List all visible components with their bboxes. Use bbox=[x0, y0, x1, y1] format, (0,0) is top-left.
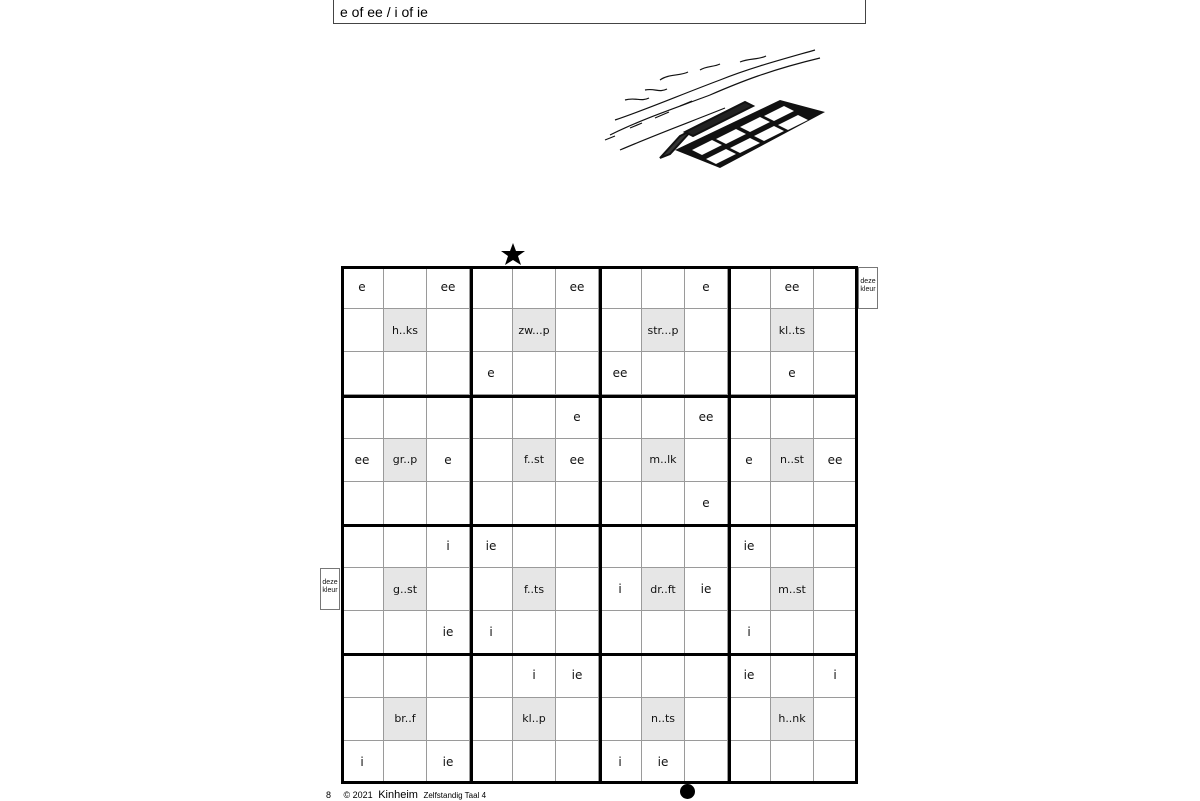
grid-cell[interactable] bbox=[599, 611, 642, 654]
grid-cell[interactable] bbox=[685, 525, 728, 568]
grid-cell[interactable] bbox=[814, 352, 857, 395]
word-cell[interactable]: n..ts bbox=[642, 698, 685, 741]
grid-cell[interactable] bbox=[341, 525, 384, 568]
grid-cell[interactable] bbox=[685, 352, 728, 395]
grid-cell[interactable] bbox=[556, 611, 599, 654]
grid-cell[interactable]: i bbox=[427, 525, 470, 568]
grid-cell[interactable]: e bbox=[427, 439, 470, 482]
grid-cell[interactable] bbox=[556, 568, 599, 611]
grid-cell[interactable] bbox=[642, 352, 685, 395]
grid-cell[interactable] bbox=[556, 309, 599, 352]
block-divider-horizontal bbox=[341, 653, 858, 656]
grid-cell[interactable] bbox=[513, 611, 556, 654]
grid-cell[interactable]: ie bbox=[728, 525, 771, 568]
grid-cell[interactable]: ie bbox=[427, 611, 470, 654]
grid-cell[interactable]: ee bbox=[685, 395, 728, 438]
page-number: 8 bbox=[326, 790, 332, 800]
grid-cell[interactable] bbox=[556, 741, 599, 784]
grid-cell[interactable] bbox=[771, 482, 814, 525]
grid-cell[interactable] bbox=[728, 568, 771, 611]
grid-cell[interactable] bbox=[470, 654, 513, 697]
grid-cell[interactable]: ee bbox=[771, 266, 814, 309]
grid-cell[interactable]: ie bbox=[427, 741, 470, 784]
grid-cell[interactable] bbox=[384, 611, 427, 654]
grid-cell[interactable] bbox=[771, 654, 814, 697]
grid-cell[interactable] bbox=[685, 611, 728, 654]
grid-cell[interactable] bbox=[384, 525, 427, 568]
grid-cell[interactable] bbox=[728, 482, 771, 525]
grid-cell[interactable] bbox=[599, 525, 642, 568]
grid-cell[interactable]: ee bbox=[814, 439, 857, 482]
word-cell[interactable]: kl..p bbox=[513, 698, 556, 741]
circle-marker-icon bbox=[680, 784, 695, 799]
grid-cell[interactable] bbox=[513, 352, 556, 395]
grid-cell[interactable] bbox=[341, 698, 384, 741]
grid-cell[interactable] bbox=[470, 439, 513, 482]
grid-cell[interactable] bbox=[470, 741, 513, 784]
grid-cell[interactable]: e bbox=[685, 266, 728, 309]
grid-cell[interactable] bbox=[599, 482, 642, 525]
grid-cell[interactable] bbox=[427, 654, 470, 697]
word-cell[interactable]: zw...p bbox=[513, 309, 556, 352]
grid-cell[interactable] bbox=[427, 352, 470, 395]
grid-cell[interactable] bbox=[599, 266, 642, 309]
grid-cell[interactable] bbox=[685, 654, 728, 697]
grid-cell[interactable] bbox=[384, 654, 427, 697]
grid-cell[interactable] bbox=[513, 266, 556, 309]
grid-cell[interactable] bbox=[384, 482, 427, 525]
grid-cell[interactable] bbox=[728, 309, 771, 352]
word-cell[interactable]: f..ts bbox=[513, 568, 556, 611]
grid-cell[interactable] bbox=[341, 395, 384, 438]
grid-cell[interactable]: i bbox=[814, 654, 857, 697]
grid-cell[interactable] bbox=[771, 611, 814, 654]
grid-cell[interactable] bbox=[814, 395, 857, 438]
grid-cell[interactable] bbox=[427, 482, 470, 525]
grid-cell[interactable]: ie bbox=[728, 654, 771, 697]
grid-cell[interactable] bbox=[814, 741, 857, 784]
word-cell[interactable]: g..st bbox=[384, 568, 427, 611]
grid-cell[interactable] bbox=[384, 352, 427, 395]
grid-cell[interactable] bbox=[685, 439, 728, 482]
grid-cell[interactable]: i bbox=[513, 654, 556, 697]
word-cell[interactable]: kl..ts bbox=[771, 309, 814, 352]
legend-line-1: deze bbox=[322, 579, 338, 586]
grid-cell[interactable] bbox=[556, 352, 599, 395]
word-cell[interactable]: dr..ft bbox=[642, 568, 685, 611]
grid-cell[interactable] bbox=[771, 525, 814, 568]
grid-cell[interactable] bbox=[642, 395, 685, 438]
grid-cell[interactable] bbox=[556, 525, 599, 568]
grid-cell[interactable] bbox=[642, 611, 685, 654]
grid-cell[interactable]: ie bbox=[685, 568, 728, 611]
legend-line-2: kleur bbox=[322, 587, 338, 594]
grid-cell[interactable]: i bbox=[599, 568, 642, 611]
grid-cell[interactable] bbox=[685, 309, 728, 352]
grid-cell[interactable]: e bbox=[728, 439, 771, 482]
grid-cell[interactable] bbox=[685, 741, 728, 784]
grid-cell[interactable]: ie bbox=[556, 654, 599, 697]
grid-cell[interactable] bbox=[470, 266, 513, 309]
grid-cell[interactable] bbox=[814, 309, 857, 352]
grid-cell[interactable] bbox=[728, 266, 771, 309]
grid-cell[interactable]: ee bbox=[341, 439, 384, 482]
page-footer bbox=[326, 789, 486, 801]
grid-cell[interactable] bbox=[599, 698, 642, 741]
grid-cell[interactable] bbox=[642, 266, 685, 309]
grid-cell[interactable] bbox=[814, 266, 857, 309]
grid-cell[interactable] bbox=[642, 654, 685, 697]
star-icon bbox=[500, 242, 526, 268]
grid-cell[interactable] bbox=[814, 698, 857, 741]
word-cell[interactable]: m..st bbox=[771, 568, 814, 611]
grid-cell[interactable]: ee bbox=[556, 439, 599, 482]
grid-cell[interactable]: ee bbox=[556, 266, 599, 309]
grid-cell[interactable] bbox=[341, 568, 384, 611]
grid-cell[interactable]: i bbox=[470, 611, 513, 654]
grid-cell[interactable] bbox=[513, 525, 556, 568]
grid-cell[interactable]: ie bbox=[642, 741, 685, 784]
grid-cell[interactable]: i bbox=[599, 741, 642, 784]
grid-cell[interactable]: e bbox=[470, 352, 513, 395]
grid-cell[interactable] bbox=[427, 568, 470, 611]
worksheet-title: e of ee / i of ie bbox=[340, 4, 428, 20]
publisher-name: Kinheim bbox=[378, 789, 418, 801]
grid-cell[interactable] bbox=[384, 395, 427, 438]
grid-cell[interactable] bbox=[341, 654, 384, 697]
grid-cell[interactable] bbox=[814, 482, 857, 525]
grid-cell[interactable] bbox=[470, 568, 513, 611]
grid-cell[interactable]: e bbox=[341, 266, 384, 309]
series-name: Zelfstandig Taal 4 bbox=[423, 791, 487, 800]
grid-cell[interactable] bbox=[642, 525, 685, 568]
block-divider-horizontal bbox=[341, 524, 858, 527]
word-cell[interactable]: f..st bbox=[513, 439, 556, 482]
grid-cell[interactable] bbox=[556, 698, 599, 741]
grid-cell[interactable] bbox=[771, 395, 814, 438]
grid-cell[interactable] bbox=[814, 611, 857, 654]
grid-cell[interactable] bbox=[599, 654, 642, 697]
grid-cell[interactable] bbox=[470, 698, 513, 741]
grid-cell[interactable]: ee bbox=[599, 352, 642, 395]
grid-cell[interactable]: e bbox=[771, 352, 814, 395]
grid-cell[interactable] bbox=[556, 482, 599, 525]
word-cell[interactable]: str...p bbox=[642, 309, 685, 352]
worksheet-title-box bbox=[333, 0, 866, 24]
grid-cell[interactable] bbox=[470, 395, 513, 438]
grid-cell[interactable] bbox=[685, 698, 728, 741]
grid-cell[interactable] bbox=[341, 309, 384, 352]
grid-cell[interactable] bbox=[728, 698, 771, 741]
grid-cell[interactable]: ee bbox=[427, 266, 470, 309]
legend-line-2: kleur bbox=[860, 286, 876, 293]
word-cell[interactable]: h..nk bbox=[771, 698, 814, 741]
grid-cell[interactable]: i bbox=[341, 741, 384, 784]
word-cell[interactable]: br..f bbox=[384, 698, 427, 741]
grid-cell[interactable] bbox=[427, 395, 470, 438]
grid-cell[interactable]: e bbox=[556, 395, 599, 438]
grid-cell[interactable] bbox=[384, 266, 427, 309]
grid-cell[interactable] bbox=[513, 395, 556, 438]
legend-line-1: deze bbox=[860, 278, 876, 285]
word-cell[interactable]: gr..p bbox=[384, 439, 427, 482]
grid-cell[interactable] bbox=[728, 741, 771, 784]
grid-cell[interactable] bbox=[599, 395, 642, 438]
color-legend-left bbox=[320, 568, 340, 610]
grid-cell[interactable] bbox=[427, 309, 470, 352]
word-cell[interactable]: n..st bbox=[771, 439, 814, 482]
grid-cell[interactable]: ie bbox=[470, 525, 513, 568]
grid-cell[interactable] bbox=[470, 309, 513, 352]
grid-cell[interactable] bbox=[341, 482, 384, 525]
word-cell[interactable]: m..lk bbox=[642, 439, 685, 482]
grid-cell[interactable]: e bbox=[685, 482, 728, 525]
grid-cell[interactable] bbox=[814, 568, 857, 611]
grid-cell[interactable] bbox=[341, 611, 384, 654]
window-drawing-illustration bbox=[600, 40, 840, 175]
grid-cell[interactable] bbox=[728, 352, 771, 395]
grid-cell[interactable] bbox=[384, 741, 427, 784]
grid-cell[interactable] bbox=[470, 482, 513, 525]
grid-cell[interactable] bbox=[728, 395, 771, 438]
copyright-text: © 2021 bbox=[343, 790, 373, 800]
grid-cell[interactable] bbox=[599, 309, 642, 352]
grid-cell[interactable]: i bbox=[728, 611, 771, 654]
grid-cell[interactable] bbox=[427, 698, 470, 741]
color-legend-right bbox=[858, 267, 878, 309]
grid-cell[interactable] bbox=[599, 439, 642, 482]
grid-cell[interactable] bbox=[814, 525, 857, 568]
grid-cell[interactable] bbox=[341, 352, 384, 395]
block-divider-horizontal bbox=[341, 395, 858, 398]
word-cell[interactable]: h..ks bbox=[384, 309, 427, 352]
grid-cell[interactable] bbox=[513, 482, 556, 525]
grid-cell[interactable] bbox=[642, 482, 685, 525]
grid-cell[interactable] bbox=[771, 741, 814, 784]
grid-cell[interactable] bbox=[513, 741, 556, 784]
